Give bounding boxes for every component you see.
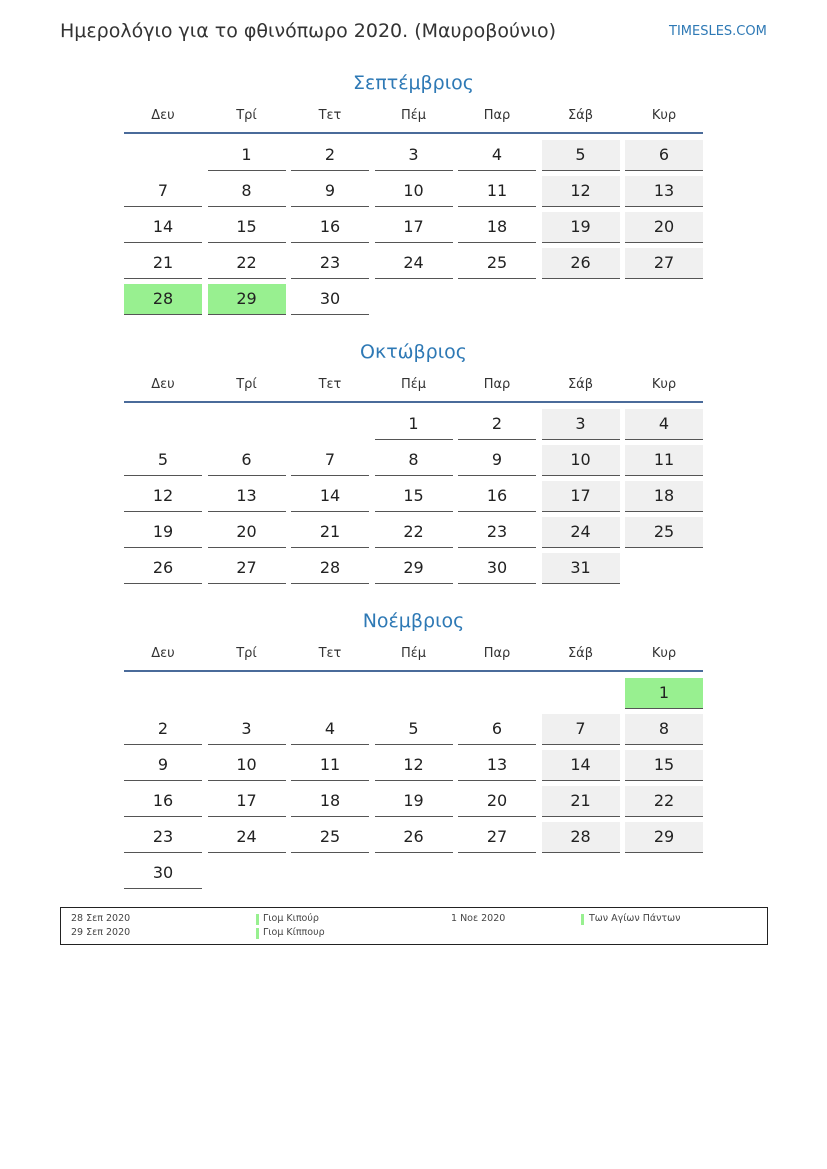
weekday-label: Σάβ bbox=[567, 377, 594, 392]
week-row bbox=[124, 820, 703, 856]
empty-cell bbox=[542, 858, 620, 888]
legend-date: 28 Σεπ 2020 bbox=[71, 913, 131, 924]
weekday-header bbox=[124, 377, 703, 403]
weekday-label: Δευ bbox=[151, 646, 175, 661]
day-cell[interactable]: 17 bbox=[208, 786, 286, 817]
weekday-label: Δευ bbox=[151, 377, 175, 392]
day-cell[interactable]: 7 bbox=[124, 176, 202, 207]
day-cell[interactable]: 19 bbox=[375, 786, 453, 817]
weekday-label: Τρί bbox=[236, 108, 257, 123]
brand-link[interactable]: TIMESLES.COM bbox=[669, 24, 767, 39]
week-row bbox=[124, 443, 703, 479]
day-cell[interactable]: 24 bbox=[375, 248, 453, 279]
day-cell[interactable]: 13 bbox=[458, 750, 536, 781]
month-name: Σεπτέμβριος bbox=[353, 72, 474, 94]
day-cell[interactable]: 14 bbox=[542, 750, 620, 781]
day-cell[interactable]: 4 bbox=[625, 409, 703, 440]
weekday-label: Παρ bbox=[483, 108, 511, 123]
empty-cell bbox=[208, 678, 286, 708]
empty-cell bbox=[542, 678, 620, 708]
day-cell[interactable]: 19 bbox=[542, 212, 620, 243]
empty-cell bbox=[291, 409, 369, 439]
day-cell[interactable]: 4 bbox=[458, 140, 536, 171]
day-cell[interactable]: 16 bbox=[124, 786, 202, 817]
empty-cell bbox=[291, 678, 369, 708]
weekday-label: Σάβ bbox=[567, 108, 594, 123]
day-cell[interactable]: 8 bbox=[375, 445, 453, 476]
day-cell[interactable]: 12 bbox=[542, 176, 620, 207]
day-cell[interactable]: 23 bbox=[124, 822, 202, 853]
month-name: Οκτώβριος bbox=[360, 341, 467, 363]
day-cell[interactable]: 11 bbox=[291, 750, 369, 781]
day-cell[interactable]: 9 bbox=[458, 445, 536, 476]
day-cell[interactable]: 18 bbox=[458, 212, 536, 243]
day-cell[interactable]: 25 bbox=[625, 517, 703, 548]
day-grid bbox=[124, 676, 703, 892]
day-cell[interactable]: 6 bbox=[208, 445, 286, 476]
day-cell[interactable]: 15 bbox=[625, 750, 703, 781]
empty-cell bbox=[625, 284, 703, 314]
day-cell[interactable]: 14 bbox=[124, 212, 202, 243]
week-row bbox=[124, 174, 703, 210]
day-cell[interactable]: 30 bbox=[291, 284, 369, 315]
legend-date: 29 Σεπ 2020 bbox=[71, 927, 131, 938]
empty-cell bbox=[208, 409, 286, 439]
day-cell[interactable]: 6 bbox=[458, 714, 536, 745]
day-cell[interactable]: 15 bbox=[208, 212, 286, 243]
day-cell[interactable]: 21 bbox=[291, 517, 369, 548]
week-row bbox=[124, 407, 703, 443]
day-cell[interactable]: 16 bbox=[291, 212, 369, 243]
day-cell[interactable]: 28 bbox=[291, 553, 369, 584]
day-cell[interactable]: 1 bbox=[625, 678, 703, 709]
month-calendar bbox=[124, 606, 703, 892]
weekday-label: Κυρ bbox=[651, 108, 677, 123]
day-cell[interactable]: 10 bbox=[208, 750, 286, 781]
day-cell[interactable]: 22 bbox=[625, 786, 703, 817]
day-cell[interactable]: 21 bbox=[542, 786, 620, 817]
day-cell[interactable]: 22 bbox=[375, 517, 453, 548]
weekday-label: Κυρ bbox=[651, 646, 677, 661]
day-cell[interactable]: 4 bbox=[291, 714, 369, 745]
weekday-label: Παρ bbox=[483, 377, 511, 392]
day-cell[interactable]: 2 bbox=[458, 409, 536, 440]
month-calendar bbox=[124, 68, 703, 318]
week-row bbox=[124, 479, 703, 515]
week-row bbox=[124, 515, 703, 551]
legend-date: 1 Νοε 2020 bbox=[451, 913, 506, 924]
day-cell[interactable]: 5 bbox=[375, 714, 453, 745]
day-cell[interactable]: 5 bbox=[542, 140, 620, 171]
day-cell[interactable]: 13 bbox=[625, 176, 703, 207]
legend-holiday-name: Γιομ Κίππουρ bbox=[263, 927, 325, 938]
day-cell[interactable]: 3 bbox=[208, 714, 286, 745]
empty-cell bbox=[208, 858, 286, 888]
day-cell[interactable]: 2 bbox=[124, 714, 202, 745]
day-cell[interactable]: 21 bbox=[124, 248, 202, 279]
day-cell[interactable]: 10 bbox=[542, 445, 620, 476]
day-cell[interactable]: 26 bbox=[124, 553, 202, 584]
day-cell[interactable]: 28 bbox=[542, 822, 620, 853]
day-cell[interactable]: 9 bbox=[124, 750, 202, 781]
empty-cell bbox=[124, 678, 202, 708]
legend-holiday-name: Των Αγίων Πάντων bbox=[589, 913, 681, 924]
weekday-label: Πέμ bbox=[400, 377, 427, 392]
day-cell[interactable]: 20 bbox=[208, 517, 286, 548]
day-cell[interactable]: 24 bbox=[208, 822, 286, 853]
day-cell[interactable]: 2 bbox=[291, 140, 369, 171]
empty-cell bbox=[375, 858, 453, 888]
empty-cell bbox=[375, 284, 453, 314]
day-cell[interactable]: 29 bbox=[625, 822, 703, 853]
day-cell[interactable]: 13 bbox=[208, 481, 286, 512]
weekday-label: Τετ bbox=[318, 646, 342, 661]
day-cell[interactable]: 20 bbox=[625, 212, 703, 243]
day-cell[interactable]: 8 bbox=[208, 176, 286, 207]
week-row bbox=[124, 210, 703, 246]
day-cell[interactable]: 19 bbox=[124, 517, 202, 548]
day-cell[interactable]: 3 bbox=[375, 140, 453, 171]
empty-cell bbox=[625, 858, 703, 888]
day-cell[interactable]: 25 bbox=[291, 822, 369, 853]
week-row bbox=[124, 748, 703, 784]
day-cell[interactable]: 17 bbox=[375, 212, 453, 243]
day-cell[interactable]: 17 bbox=[542, 481, 620, 512]
day-cell[interactable]: 18 bbox=[625, 481, 703, 512]
day-cell[interactable]: 23 bbox=[458, 517, 536, 548]
empty-cell bbox=[291, 858, 369, 888]
day-cell[interactable]: 7 bbox=[291, 445, 369, 476]
week-row bbox=[124, 676, 703, 712]
empty-cell bbox=[375, 678, 453, 708]
day-cell[interactable]: 24 bbox=[542, 517, 620, 548]
empty-cell bbox=[542, 284, 620, 314]
weekday-label: Τρί bbox=[236, 646, 257, 661]
weekday-label: Πέμ bbox=[400, 646, 427, 661]
week-row bbox=[124, 138, 703, 174]
day-cell[interactable]: 1 bbox=[208, 140, 286, 171]
day-cell[interactable]: 26 bbox=[542, 248, 620, 279]
day-cell[interactable]: 15 bbox=[375, 481, 453, 512]
day-cell[interactable]: 6 bbox=[625, 140, 703, 171]
day-cell[interactable]: 9 bbox=[291, 176, 369, 207]
day-cell[interactable]: 29 bbox=[208, 284, 286, 315]
holiday-marker bbox=[256, 914, 259, 925]
day-cell[interactable]: 27 bbox=[208, 553, 286, 584]
day-grid bbox=[124, 407, 703, 587]
day-cell[interactable]: 3 bbox=[542, 409, 620, 440]
day-cell[interactable]: 29 bbox=[375, 553, 453, 584]
weekday-label: Τρί bbox=[236, 377, 257, 392]
weekday-label: Κυρ bbox=[651, 377, 677, 392]
month-calendar bbox=[124, 337, 703, 587]
day-cell[interactable]: 30 bbox=[458, 553, 536, 584]
day-cell[interactable]: 11 bbox=[625, 445, 703, 476]
empty-cell bbox=[124, 140, 202, 170]
day-grid bbox=[124, 138, 703, 318]
day-cell[interactable]: 12 bbox=[375, 750, 453, 781]
day-cell[interactable]: 18 bbox=[291, 786, 369, 817]
week-row bbox=[124, 784, 703, 820]
day-cell[interactable]: 5 bbox=[124, 445, 202, 476]
empty-cell bbox=[124, 409, 202, 439]
day-cell[interactable]: 25 bbox=[458, 248, 536, 279]
holiday-marker bbox=[256, 928, 259, 939]
day-cell[interactable]: 23 bbox=[291, 248, 369, 279]
day-cell[interactable]: 27 bbox=[625, 248, 703, 279]
holiday-marker bbox=[581, 914, 584, 925]
weekday-header bbox=[124, 646, 703, 672]
day-cell[interactable]: 27 bbox=[458, 822, 536, 853]
week-row bbox=[124, 246, 703, 282]
day-cell[interactable]: 12 bbox=[124, 481, 202, 512]
day-cell[interactable]: 31 bbox=[542, 553, 620, 584]
empty-cell bbox=[458, 678, 536, 708]
day-cell[interactable]: 28 bbox=[124, 284, 202, 315]
week-row bbox=[124, 856, 703, 892]
day-cell[interactable]: 20 bbox=[458, 786, 536, 817]
weekday-label: Δευ bbox=[151, 108, 175, 123]
month-name: Νοέμβριος bbox=[362, 610, 465, 632]
week-row bbox=[124, 551, 703, 587]
week-row bbox=[124, 282, 703, 318]
day-cell[interactable]: 14 bbox=[291, 481, 369, 512]
day-cell[interactable]: 7 bbox=[542, 714, 620, 745]
day-cell[interactable]: 8 bbox=[625, 714, 703, 745]
weekday-label: Πέμ bbox=[400, 108, 427, 123]
week-row bbox=[124, 712, 703, 748]
weekday-header bbox=[124, 108, 703, 134]
page-title: Ημερολόγιο για το φθινόπωρο 2020. (Μαυροβούνιο) bbox=[60, 20, 557, 42]
weekday-label: Τετ bbox=[318, 108, 342, 123]
empty-cell bbox=[625, 553, 703, 583]
day-cell[interactable]: 26 bbox=[375, 822, 453, 853]
day-cell[interactable]: 22 bbox=[208, 248, 286, 279]
day-cell[interactable]: 30 bbox=[124, 858, 202, 889]
day-cell[interactable]: 10 bbox=[375, 176, 453, 207]
day-cell[interactable]: 16 bbox=[458, 481, 536, 512]
weekday-label: Παρ bbox=[483, 646, 511, 661]
day-cell[interactable]: 1 bbox=[375, 409, 453, 440]
weekday-label: Τετ bbox=[318, 377, 342, 392]
empty-cell bbox=[458, 858, 536, 888]
day-cell[interactable]: 11 bbox=[458, 176, 536, 207]
weekday-label: Σάβ bbox=[567, 646, 594, 661]
empty-cell bbox=[458, 284, 536, 314]
legend-holiday-name: Γιομ Κιπούρ bbox=[263, 913, 319, 924]
holiday-legend bbox=[60, 907, 768, 945]
